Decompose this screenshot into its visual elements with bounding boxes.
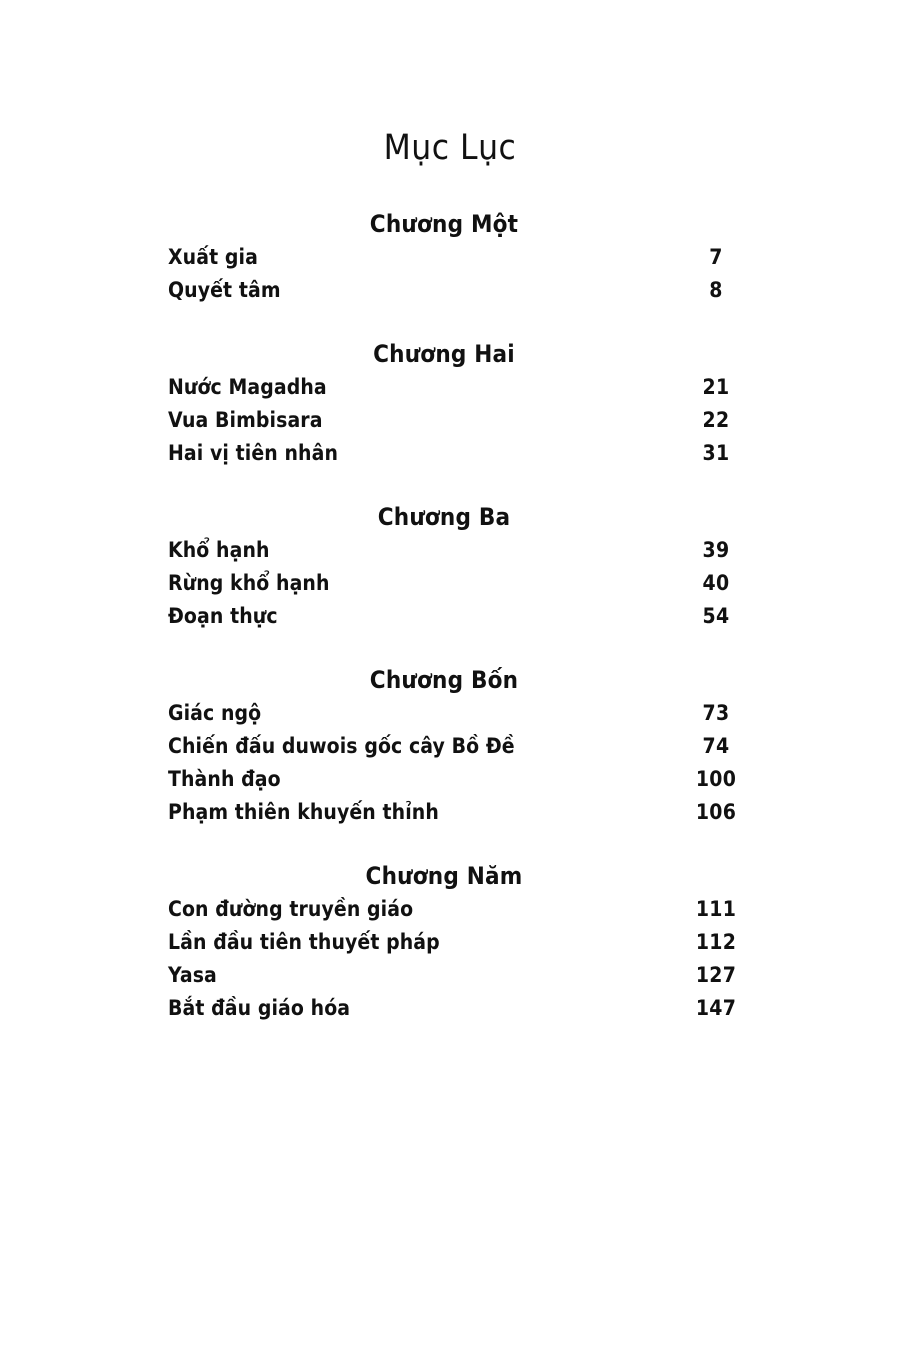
toc-chapter — [0, 208, 900, 307]
toc-chapter — [0, 664, 900, 829]
toc-entry[interactable] — [0, 796, 900, 829]
toc-entry[interactable] — [0, 697, 900, 730]
toc-entry[interactable] — [0, 241, 900, 274]
toc-entry[interactable] — [0, 992, 900, 1025]
toc-entry-title: Chiến đấu duwois gốc cây Bồ Đề — [168, 734, 515, 758]
toc-entry[interactable] — [0, 274, 900, 307]
chapter-entry-list — [0, 697, 900, 829]
toc-entry-title: Giác ngộ — [168, 701, 262, 725]
page-title: Mục Lục — [383, 128, 517, 169]
toc-entry-title: Yasa — [168, 963, 217, 987]
chapter-entry-list — [0, 371, 900, 470]
toc-chapter — [0, 860, 900, 1025]
toc-entry-page-number: 40 — [702, 571, 730, 595]
toc-entry[interactable] — [0, 893, 900, 926]
toc-entry[interactable] — [0, 730, 900, 763]
toc-entry-page-number: 31 — [702, 441, 730, 465]
toc-entry-page-number: 22 — [702, 408, 730, 432]
toc-entry[interactable] — [0, 404, 900, 437]
toc-chapter — [0, 501, 900, 633]
toc-entry-title: Quyết tâm — [168, 278, 281, 302]
toc-entry-title: Xuất gia — [168, 245, 258, 269]
chapter-heading: Chương Ba — [377, 503, 511, 531]
toc-entry-title: Khổ hạnh — [168, 538, 270, 562]
chapter-heading: Chương Năm — [365, 862, 523, 890]
toc-entry-title: Đoạn thực — [168, 604, 278, 628]
toc-entry[interactable] — [0, 763, 900, 796]
toc-entry-title: Hai vị tiên nhân — [168, 441, 339, 465]
toc-entry[interactable] — [0, 567, 900, 600]
toc-entry-title: Nước Magadha — [168, 375, 327, 399]
toc-entry-page-number: 7 — [709, 245, 723, 269]
toc-chapter-list — [0, 208, 900, 1025]
chapter-entry-list — [0, 534, 900, 633]
toc-entry-page-number: 100 — [695, 767, 737, 791]
toc-entry-title: Phạm thiên khuyến thỉnh — [168, 800, 439, 824]
chapter-entry-list — [0, 241, 900, 307]
toc-entry-title: Vua Bimbisara — [168, 408, 323, 432]
toc-entry[interactable] — [0, 926, 900, 959]
toc-entry-page-number: 111 — [695, 897, 737, 921]
toc-entry-page-number: 73 — [702, 701, 730, 725]
toc-entry[interactable] — [0, 371, 900, 404]
toc-entry-page-number: 54 — [702, 604, 730, 628]
toc-entry[interactable] — [0, 534, 900, 567]
toc-entry-title: Bắt đầu giáo hóa — [168, 996, 351, 1020]
toc-entry-page-number: 147 — [695, 996, 737, 1020]
toc-entry[interactable] — [0, 600, 900, 633]
toc-entry-page-number: 21 — [702, 375, 730, 399]
toc-entry-title: Con đường truyền giáo — [168, 897, 414, 921]
chapter-heading: Chương Hai — [373, 340, 515, 368]
chapter-heading: Chương Một — [369, 210, 519, 238]
toc-entry[interactable] — [0, 959, 900, 992]
toc-chapter — [0, 338, 900, 470]
toc-entry-page-number: 106 — [695, 800, 737, 824]
toc-entry-title: Lần đầu tiên thuyết pháp — [168, 930, 440, 954]
toc-entry-title: Rừng khổ hạnh — [168, 571, 330, 595]
chapter-heading: Chương Bốn — [369, 666, 519, 694]
toc-entry-page-number: 112 — [695, 930, 737, 954]
toc-entry-page-number: 74 — [702, 734, 730, 758]
toc-entry-title: Thành đạo — [168, 767, 281, 791]
chapter-entry-list — [0, 893, 900, 1025]
toc-entry[interactable] — [0, 437, 900, 470]
toc-entry-page-number: 39 — [702, 538, 730, 562]
toc-entry-page-number: 127 — [695, 963, 737, 987]
toc-entry-page-number: 8 — [709, 278, 723, 302]
